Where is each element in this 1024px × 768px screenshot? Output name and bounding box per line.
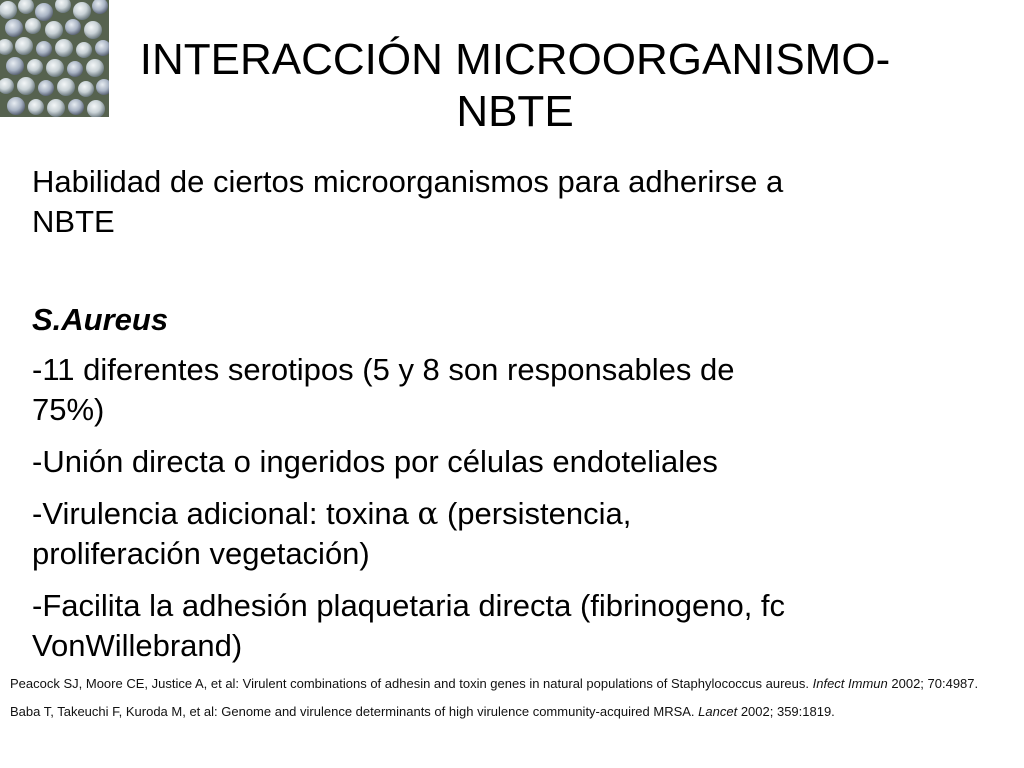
reference-journal: Lancet xyxy=(698,704,738,719)
references xyxy=(10,674,1015,721)
bullet-endothelial xyxy=(32,442,992,482)
slide-title-line-1: INTERACCIÓN MICROORGANISMO- xyxy=(139,35,891,84)
intro-line-2: NBTE xyxy=(32,204,115,239)
bacteria-micrograph-image xyxy=(0,0,109,117)
reference-citation: 2002; 70:4987. xyxy=(887,676,979,691)
intro-line-1: Habilidad de ciertos microorganismos para adherirse a xyxy=(32,164,784,199)
reference-citation: 2002; 359:1819. xyxy=(737,704,835,719)
bullet-endothelial-line-1: -Unión directa o ingeridos por células endoteliales xyxy=(32,444,718,479)
bullet-serotypes-line-2: 75%) xyxy=(32,392,105,427)
slide-body xyxy=(32,160,992,666)
bullet-platelet xyxy=(32,586,992,666)
reference-item xyxy=(10,674,1015,693)
bullet-platelet-line-1: -Facilita la adhesión plaquetaria directa (fibrinogeno, fc xyxy=(32,588,786,623)
bullet-serotypes xyxy=(32,350,992,430)
reference-text: Peacock SJ, Moore CE, Justice A, et al: Virulent combinations of adhesin and toxin genes in natural populations of Staphylococcus aureus. xyxy=(10,676,813,691)
bullet-virulence-line-2: proliferación vegetación) xyxy=(32,536,370,571)
bullet-platelet-line-2: VonWillebrand) xyxy=(32,628,243,663)
reference-item xyxy=(10,702,1015,721)
species-heading: S.Aureus xyxy=(32,302,169,337)
reference-journal: Infect Immun xyxy=(812,676,888,691)
intro-paragraph xyxy=(32,162,992,242)
reference-text: Baba T, Takeuchi F, Kuroda M, et al: Genome and virulence determinants of high virulence community-acquired MRSA. xyxy=(10,704,699,719)
bullet-virulence-pre: -Virulencia adicional: toxina xyxy=(32,496,418,531)
bullet-virulence-post: (persistencia, xyxy=(438,496,632,531)
slide-title xyxy=(100,34,930,138)
alpha-symbol: α xyxy=(417,496,439,532)
slide-title-line-2: NBTE xyxy=(456,87,574,136)
bullet-serotypes-line-1: -11 diferentes serotipos (5 y 8 son responsables de xyxy=(32,352,735,387)
bullet-virulence xyxy=(32,494,992,574)
